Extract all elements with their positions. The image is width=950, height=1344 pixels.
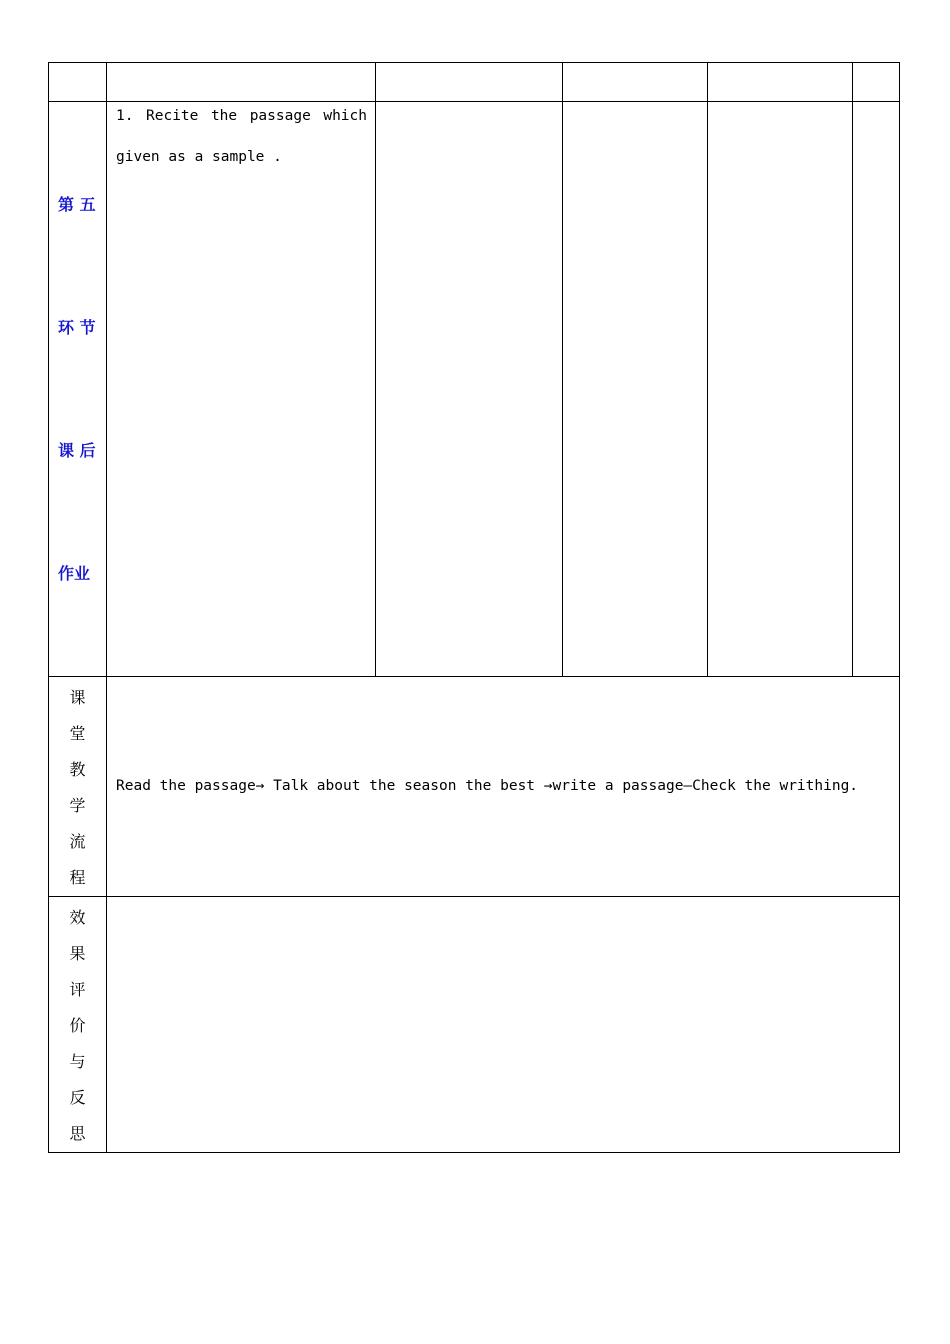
homework-label-line: 环 节 xyxy=(58,318,96,337)
evaluation-label-char: 果 xyxy=(69,944,86,963)
homework-label-line: 课 后 xyxy=(58,441,96,460)
homework-content-cell xyxy=(107,102,376,677)
flow-label-char: 程 xyxy=(69,868,86,887)
flow-label-char: 课 xyxy=(69,688,86,707)
homework-empty-cell xyxy=(708,102,853,677)
flow-label-char: 教 xyxy=(69,760,86,779)
header-cell xyxy=(376,63,563,102)
homework-row xyxy=(49,102,900,677)
flow-row xyxy=(49,677,900,897)
flow-label-char: 学 xyxy=(69,796,86,815)
evaluation-label xyxy=(49,897,106,1152)
homework-text: 1. Recite the passage which given as a sample . xyxy=(116,108,367,165)
flow-label xyxy=(49,677,106,896)
evaluation-label-char: 价 xyxy=(69,1016,86,1035)
evaluation-label-char: 与 xyxy=(69,1052,86,1071)
flow-label-char: 堂 xyxy=(69,724,86,743)
evaluation-label-char: 思 xyxy=(69,1124,86,1143)
homework-empty-cell xyxy=(853,102,900,677)
evaluation-label-char: 效 xyxy=(69,908,86,927)
homework-label-cell xyxy=(49,102,107,677)
header-cell xyxy=(853,63,900,102)
evaluation-label-char: 评 xyxy=(69,980,86,999)
homework-label-line: 作业 xyxy=(58,564,91,583)
header-cell xyxy=(708,63,853,102)
flow-content-cell xyxy=(107,677,900,897)
evaluation-label-cell xyxy=(49,897,107,1153)
evaluation-row xyxy=(49,897,900,1153)
lesson-plan-table xyxy=(48,62,900,1153)
evaluation-label-char: 反 xyxy=(69,1088,86,1107)
homework-label-line: 第 五 xyxy=(58,195,96,214)
flow-label-char: 流 xyxy=(69,832,86,851)
flow-label-cell xyxy=(49,677,107,897)
homework-label xyxy=(49,102,106,676)
flow-text: Read the passage→ Talk about the season the best →write a passage—Check the writhing. xyxy=(116,777,859,794)
homework-empty-cell xyxy=(376,102,563,677)
homework-empty-cell xyxy=(563,102,708,677)
header-cell xyxy=(563,63,708,102)
evaluation-content-cell xyxy=(107,897,900,1153)
header-cell xyxy=(49,63,107,102)
